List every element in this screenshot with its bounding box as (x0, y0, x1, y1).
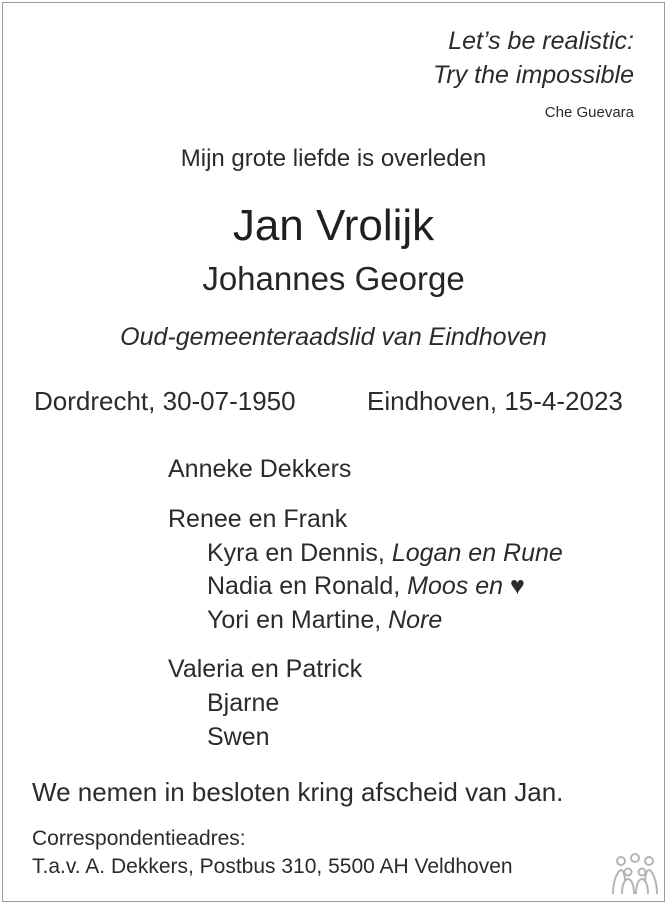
family1-child-1 (207, 539, 563, 568)
deceased-name: Jan Vrolijk (232, 201, 435, 250)
correspondence-address: T.a.v. A. Dekkers, Postbus 310, 5500 AH Veldhoven (32, 855, 513, 878)
death-notice-card (2, 2, 665, 902)
intro-text: Mijn grote liefde is overleden (180, 145, 487, 172)
deceased-role: Oud-gemeenteraadslid van Eindhoven (120, 323, 547, 351)
heart-icon: ♥ (510, 572, 525, 600)
family2-child-2: Swen (207, 723, 270, 751)
quote-author: Che Guevara (544, 104, 634, 121)
family-people-icon (609, 852, 661, 896)
family2-child-1: Bjarne (207, 689, 280, 717)
birth-place-date: Dordrecht, 30-07-1950 (34, 386, 296, 416)
family2-couple: Valeria en Patrick (168, 655, 363, 683)
grandchildren-names: Nore (388, 606, 443, 634)
partner-name: Anneke Dekkers (168, 455, 352, 483)
deceased-full-name: Johannes George (202, 260, 465, 297)
grandchildren-names: Logan en Rune (391, 539, 563, 567)
death-place-date: Eindhoven, 15-4-2023 (367, 386, 623, 416)
quote-line-1: Let’s be realistic: (448, 27, 634, 55)
closing-text: We nemen in besloten kring afscheid van Jan. (32, 777, 564, 807)
family1-child-3 (207, 606, 442, 635)
grandchildren-names: Moos en (407, 572, 504, 600)
child-names: Kyra en Dennis, (207, 539, 385, 567)
family1-couple: Renee en Frank (168, 505, 348, 533)
correspondence-label: Correspondentieadres: (32, 827, 246, 850)
child-names: Yori en Martine, (207, 606, 382, 634)
family1-child-2 (207, 572, 525, 601)
child-names: Nadia en Ronald, (207, 572, 401, 600)
quote-line-2: Try the impossible (433, 61, 634, 89)
